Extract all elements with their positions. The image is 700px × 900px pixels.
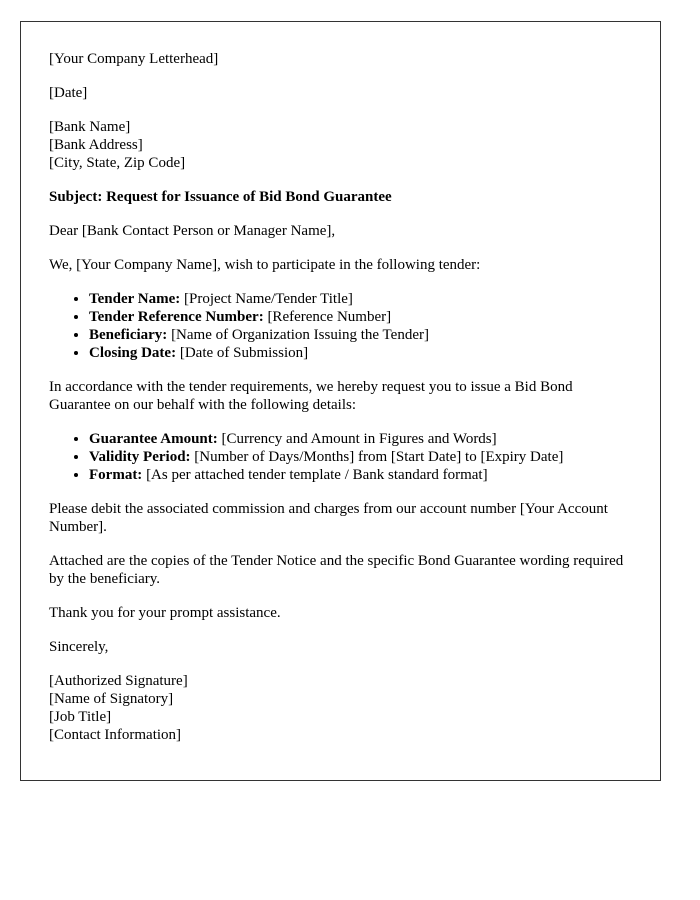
- bank-name: [Bank Name]: [49, 119, 131, 135]
- attachments-paragraph: Attached are the copies of the Tender Notice and the specific Bond Guarantee wording required by the beneficiary.: [49, 553, 624, 587]
- bank-address: [49, 118, 632, 172]
- letter: [20, 21, 661, 781]
- contact-information: [Contact Information]: [49, 727, 182, 743]
- letterhead: [Your Company Letterhead]: [49, 51, 219, 67]
- tender-details-list: [49, 290, 632, 362]
- list-item: • Format: [As per attached tender template / Bank standard format]: [89, 466, 632, 484]
- salutation: Dear [Bank Contact Person or Manager Name],: [49, 223, 336, 239]
- list-item: • Validity Period: [Number of Days/Months] from [Start Date] to [Expiry Date]: [89, 448, 632, 466]
- list-item: • Closing Date: [Date of Submission]: [89, 344, 632, 362]
- list-item: • Tender Reference Number: [Reference Number]: [89, 308, 632, 326]
- job-title: [Job Title]: [49, 709, 112, 725]
- closing: Sincerely,: [49, 639, 109, 655]
- subject-text: Subject: Request for Issuance of Bid Bond Guarantee: [49, 189, 392, 205]
- date: [Date]: [49, 85, 88, 101]
- authorized-signature: [Authorized Signature]: [49, 673, 188, 689]
- bank-city: [City, State, Zip Code]: [49, 155, 186, 171]
- guarantee-details-list: [49, 430, 632, 484]
- intro: We, [Your Company Name], wish to participate in the following tender:: [49, 257, 481, 273]
- signatory-name: [Name of Signatory]: [49, 691, 174, 707]
- thanks: Thank you for your prompt assistance.: [49, 605, 281, 621]
- list-item: • Tender Name: [Project Name/Tender Title]: [89, 290, 632, 308]
- bank-street: [Bank Address]: [49, 137, 143, 153]
- subject: [49, 188, 632, 206]
- signature-block: [49, 672, 632, 744]
- list-item: • Guarantee Amount: [Currency and Amount in Figures and Words]: [89, 430, 632, 448]
- debit-paragraph: Please debit the associated commission and charges from our account number [Your Account Number].: [49, 501, 608, 535]
- list-item: • Beneficiary: [Name of Organization Issuing the Tender]: [89, 326, 632, 344]
- request: In accordance with the tender requirements, we hereby request you to issue a Bid Bond Guarantee on our behalf with the following details:: [49, 379, 573, 413]
